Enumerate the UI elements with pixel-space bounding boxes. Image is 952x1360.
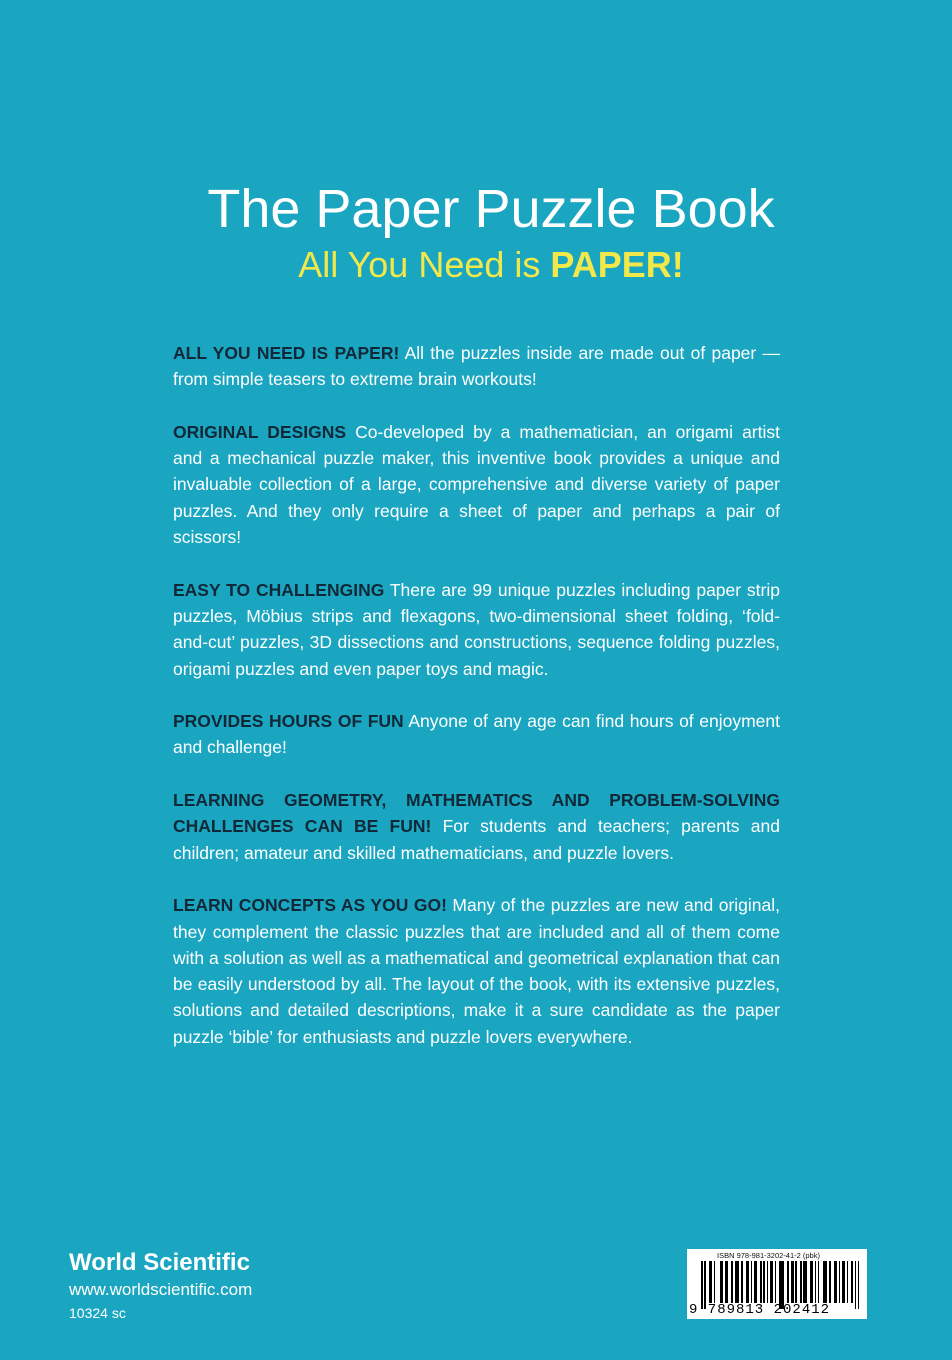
- publisher-name: World Scientific: [69, 1249, 250, 1276]
- section-text: There are 99 unique puzzles including paper strip puzzles, Möbius strips and flexagons, two-dimensional sheet folding, ‘fold-and-cut’ puzzles, 3D dissections and constructions, sequence folding puzzles, origami puzzles and even paper toys and magic.: [173, 579, 780, 679]
- barcode-bar: [751, 1261, 753, 1303]
- barcode-bar: [792, 1261, 794, 1303]
- barcode-box: [687, 1249, 867, 1319]
- barcode-bars: [701, 1261, 861, 1303]
- barcode-bar: [811, 1261, 813, 1303]
- section-paper: [173, 340, 780, 393]
- barcode-bar: [767, 1261, 769, 1303]
- section-text: Many of the puzzles are new and original, they complement the classic puzzles that are included and all of them come with a solution as well as a mathematical and geometrical explanation that can be easily understood by all. The layout of the book, with its extensive puzzles, solutions and detailed descriptions, make it a sure candidate as the paper puzzle ‘bible’ for enthusiasts and puzzle lovers everywhere.: [173, 895, 781, 1047]
- section-lead: ORIGINAL DESIGNS: [173, 421, 347, 442]
- publisher-block: [69, 1248, 252, 1324]
- barcode-bar: [714, 1261, 716, 1303]
- subtitle-emphasis: PAPER!: [550, 244, 684, 285]
- barcode-bar: [775, 1261, 777, 1303]
- section-lead: PROVIDES HOURS OF FUN: [173, 711, 404, 732]
- section-lead: LEARN CONCEPTS AS YOU GO!: [173, 895, 447, 916]
- publisher-url[interactable]: www.worldscientific.com: [69, 1280, 253, 1299]
- cover-title: The Paper Puzzle Book: [207, 179, 775, 239]
- barcode-bar: [851, 1261, 853, 1303]
- barcode-bar: [818, 1261, 820, 1303]
- section-original-designs: [173, 419, 780, 550]
- section-learning-geometry: [173, 787, 780, 866]
- barcode-bar: [805, 1261, 807, 1303]
- section-text: Anyone of any age can find hours of enjoyment and challenge!: [173, 711, 780, 758]
- barcode-bar: [843, 1261, 845, 1303]
- section-text: Co-developed by a mathematician, an origami artist and a mechanical puzzle maker, this inventive book provides a unique and invaluable collection of a large, comprehensive and diverse variety of paper puzzles. And they only require a sheet of paper and perhaps a pair of scissors!: [173, 421, 780, 548]
- section-lead: EASY TO CHALLENGING: [173, 579, 385, 600]
- barcode-bar: [787, 1261, 789, 1303]
- barcode-bar: [815, 1261, 817, 1303]
- barcode-digits: 9 789813 202412: [689, 1302, 831, 1318]
- barcode-bar: [829, 1261, 831, 1303]
- blurb: [173, 340, 780, 1076]
- barcode-bar: [727, 1261, 729, 1303]
- barcode-bar: [795, 1261, 797, 1303]
- cover-subtitle: [15, 244, 952, 286]
- barcode-bar: [771, 1261, 773, 1303]
- section-text: All the puzzles inside are made out of paper — from simple teasers to extreme brain workouts!: [173, 343, 780, 390]
- barcode-bar: [731, 1261, 733, 1303]
- section-lead: ALL YOU NEED IS PAPER!: [173, 343, 400, 363]
- barcode-bar: [747, 1261, 749, 1303]
- barcode-bar: [835, 1261, 837, 1303]
- barcode-bar: [711, 1261, 713, 1303]
- section-text: For students and teachers; parents and children; amateur and skilled mathematicians, and puzzle lovers.: [173, 816, 781, 863]
- barcode-bar: [763, 1261, 765, 1303]
- section-hours-of-fun: [173, 708, 780, 761]
- isbn-label: ISBN 978-981-3202-41-2 (pbk): [717, 1251, 820, 1260]
- section-lead: LEARNING GEOMETRY, MATHEMATICS AND PROBLEM-SOLVING CHALLENGES CAN BE FUN!: [173, 790, 780, 837]
- barcode-bar: [826, 1261, 828, 1303]
- barcode-bar: [722, 1261, 724, 1303]
- barcode-bar: [839, 1261, 841, 1303]
- barcode-bar: [741, 1261, 743, 1303]
- subtitle-prefix: All You Need is: [298, 244, 551, 285]
- barcode-bar: [847, 1261, 849, 1303]
- barcode-bar: [755, 1261, 757, 1303]
- section-easy-to-challenging: [173, 577, 780, 682]
- section-learn-concepts: [173, 892, 780, 1050]
- barcode-bar: [760, 1261, 762, 1303]
- barcode-bar: [800, 1261, 802, 1303]
- publisher-code: 10324 sc: [69, 1305, 126, 1321]
- barcode-bar: [738, 1261, 740, 1303]
